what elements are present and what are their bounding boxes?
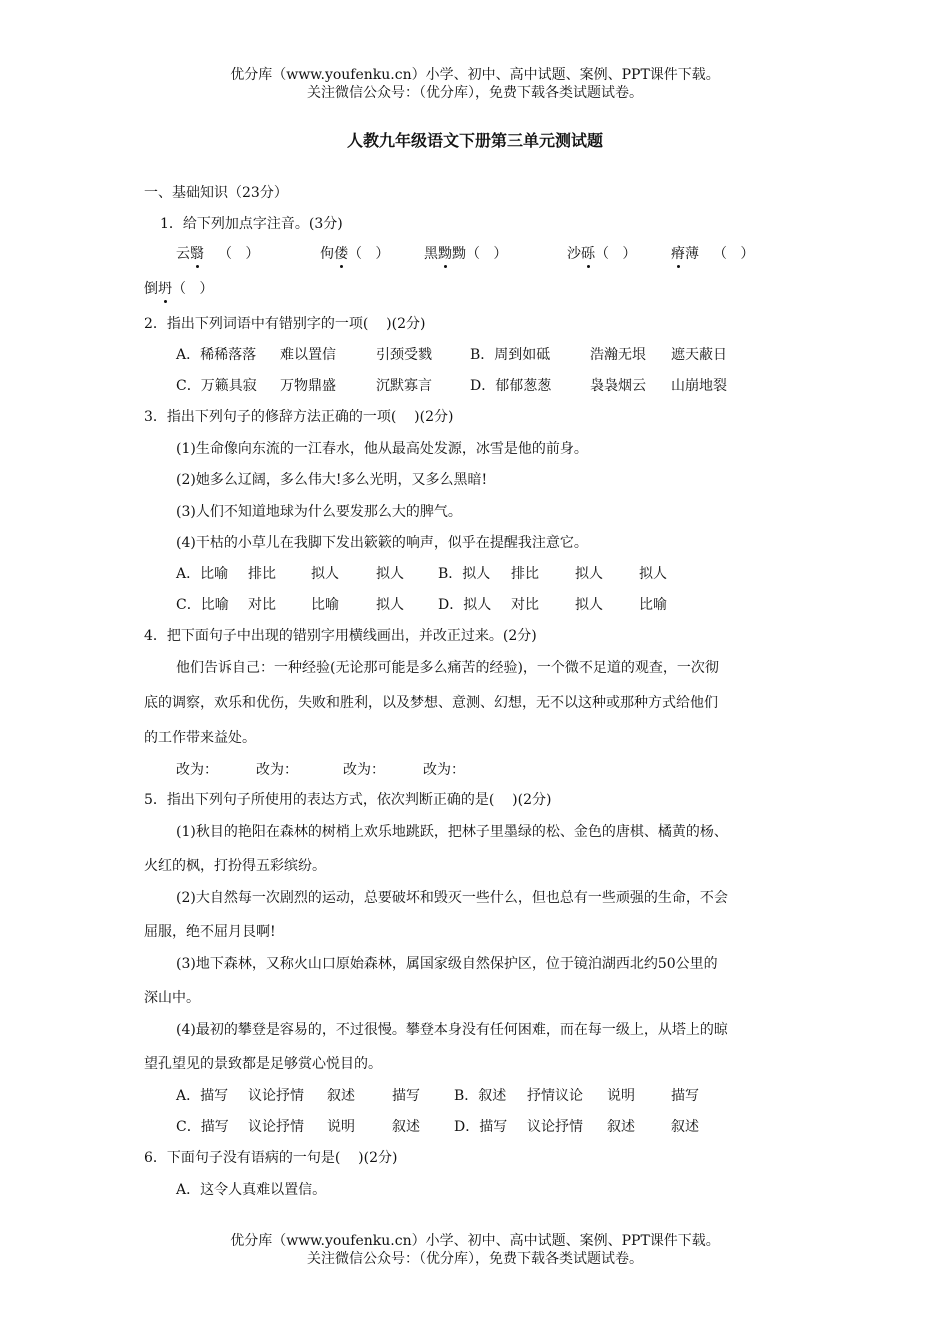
passage-line-2: 底的调察，欢乐和优伤，失败和胜利，以及梦想、意测、幻想，无不以这种或那种方式给他们 — [144, 695, 718, 711]
pinyin-item: 黑黝黝（ ） — [424, 246, 508, 262]
sentence-2: (2)她多么辽阔，多么伟大!多么光明，又多么黑暗! — [176, 472, 488, 488]
option-b-2: 排比 — [511, 566, 539, 582]
option-d-3: 拟人 — [575, 597, 603, 613]
option-c-4: 叙述 — [392, 1119, 420, 1135]
option-b-3: 说明 — [607, 1088, 635, 1104]
option-d-2: 对比 — [511, 597, 539, 613]
option-a-word-2: 难以置信 — [280, 347, 336, 363]
option-d-2: 议论抒情 — [527, 1119, 583, 1135]
question-4-stem: 4．把下面句子中出现的错别字用横线画出，并改正过来。(2分) — [144, 628, 537, 644]
option-b-2: 抒情议论 — [527, 1088, 583, 1104]
pinyin-item: 云翳 （ ） — [176, 246, 260, 262]
sentence-4a: (4)最初的攀登是容易的，不过很慢。攀登本身没有任何困难，而在每一级上，从塔上的晾 — [176, 1022, 728, 1038]
pinyin-item: 沙砾（ ） — [567, 246, 637, 262]
pinyin-item: 瘠薄 （ ） — [671, 246, 755, 262]
option-a-3: 拟人 — [311, 566, 339, 582]
option-c-1: C．比喻 — [176, 597, 229, 613]
footer-line-1: 优分库（www.youfenku.cn）小学、初中、高中试题、案例、PPT课件下载。 — [230, 1233, 720, 1249]
option-a-2: 议论抒情 — [248, 1088, 304, 1104]
option-d-1: D．拟人 — [438, 597, 492, 613]
option-c-2: 议论抒情 — [248, 1119, 304, 1135]
page-title: 人教九年级语文下册第三单元测试题 — [346, 131, 603, 150]
option-c-3: 比喻 — [311, 597, 339, 613]
pinyin-item: 佝偻（ ） — [320, 246, 390, 262]
option-d-4: 比喻 — [639, 597, 667, 613]
option-b-word-3: 遮天蔽日 — [671, 347, 727, 363]
sentence-1b: 火红的枫，打扮得五彩缤纷。 — [144, 858, 326, 874]
sentence-3b: 深山中。 — [144, 990, 200, 1006]
question-3-stem: 3．指出下列句子的修辞方法正确的一项( )(2分) — [144, 409, 454, 425]
option-d-word-1: D．郁郁葱葱 — [470, 378, 552, 394]
sentence-4b: 望孔望见的景致都是足够赏心悦目的。 — [144, 1056, 382, 1072]
option-a: A．这令人真难以置信。 — [176, 1182, 327, 1198]
option-b-4: 描写 — [671, 1088, 699, 1104]
passage-line-3: 的工作带来益处。 — [144, 730, 256, 746]
option-b-3: 拟人 — [575, 566, 603, 582]
option-b-4: 拟人 — [639, 566, 667, 582]
option-d-word-2: 袅袅烟云 — [590, 378, 646, 394]
option-a-1: A．比喻 — [176, 566, 229, 582]
option-a-2: 排比 — [248, 566, 276, 582]
question-2-stem: 2．指出下列词语中有错别字的一项( )(2分) — [144, 316, 426, 332]
option-b-1: B．叙述 — [454, 1088, 507, 1104]
option-b-word-2: 浩瀚无垠 — [590, 347, 646, 363]
sentence-4: (4)干枯的小草儿在我脚下发出簌簌的响声，似乎在提醒我注意它。 — [176, 535, 588, 551]
correction-label: 改为： — [343, 762, 385, 778]
sentence-2b: 屈服，绝不屈月艮啊! — [144, 924, 276, 940]
footer-line-2: 关注微信公众号：（优分库），免费下载各类试题试卷。 — [307, 1251, 643, 1267]
header-line-2: 关注微信公众号：（优分库），免费下载各类试题试卷。 — [307, 85, 643, 101]
option-c-word-1: C．万籁具寂 — [176, 378, 257, 394]
correction-label: 改为： — [176, 762, 218, 778]
option-a-1: A．描写 — [176, 1088, 229, 1104]
sentence-2a: (2)大自然每一次剧烈的运动，总要破坏和毁灭一些什么，但也总有一些顽强的生命，不会 — [176, 890, 728, 906]
option-c-4: 拟人 — [376, 597, 404, 613]
option-c-3: 说明 — [327, 1119, 355, 1135]
option-b-word-1: B．周到如砥 — [470, 347, 551, 363]
sentence-3a: (3)地下森林，又称火山口原始森林，属国家级自然保护区，位于镜泊湖西北约50公里的 — [176, 956, 718, 972]
option-a-3: 叙述 — [327, 1088, 355, 1104]
question-5-stem: 5．指出下列句子所使用的表达方式，依次判断正确的是( )(2分) — [144, 792, 552, 808]
option-d-3: 叙述 — [607, 1119, 635, 1135]
option-c-1: C．描写 — [176, 1119, 229, 1135]
sentence-3: (3)人们不知道地球为什么要发那么大的脾气。 — [176, 504, 462, 520]
option-a-word-1: A．稀稀落落 — [176, 347, 257, 363]
question-1-stem: 1．给下列加点字注音。(3分) — [160, 216, 343, 232]
option-a-4: 拟人 — [376, 566, 404, 582]
header-line-1: 优分库（www.youfenku.cn）小学、初中、高中试题、案例、PPT课件下载。 — [230, 67, 720, 83]
option-b-1: B．拟人 — [438, 566, 491, 582]
option-c-word-2: 万物鼎盛 — [280, 378, 336, 394]
sentence-1a: (1)秋目的艳阳在森林的树梢上欢乐地跳跃，把林子里墨绿的松、金色的唐棋、橘黄的杨、 — [176, 824, 728, 840]
section-heading: 一、基础知识（23分） — [144, 185, 288, 201]
option-d-4: 叙述 — [671, 1119, 699, 1135]
sentence-1: (1)生命像向东流的一江春水，他从最高处发源，冰雪是他的前身。 — [176, 441, 588, 457]
option-c-2: 对比 — [248, 597, 276, 613]
passage-line-1: 他们告诉自己：一种经验(无论那可能是多么痛苦的经验)，一个微不足道的观查，一次彻 — [176, 660, 719, 676]
pinyin-item: 倒坍（ ） — [144, 281, 214, 297]
option-d-1: D．描写 — [454, 1119, 508, 1135]
question-6-stem: 6．下面句子没有语病的一句是( )(2分) — [144, 1150, 398, 1166]
option-a-4: 描写 — [392, 1088, 420, 1104]
option-a-word-3: 引颈受戮 — [376, 347, 432, 363]
option-d-word-3: 山崩地裂 — [671, 378, 727, 394]
option-c-word-3: 沉默寡言 — [376, 378, 432, 394]
correction-label: 改为： — [423, 762, 465, 778]
correction-label: 改为： — [256, 762, 298, 778]
